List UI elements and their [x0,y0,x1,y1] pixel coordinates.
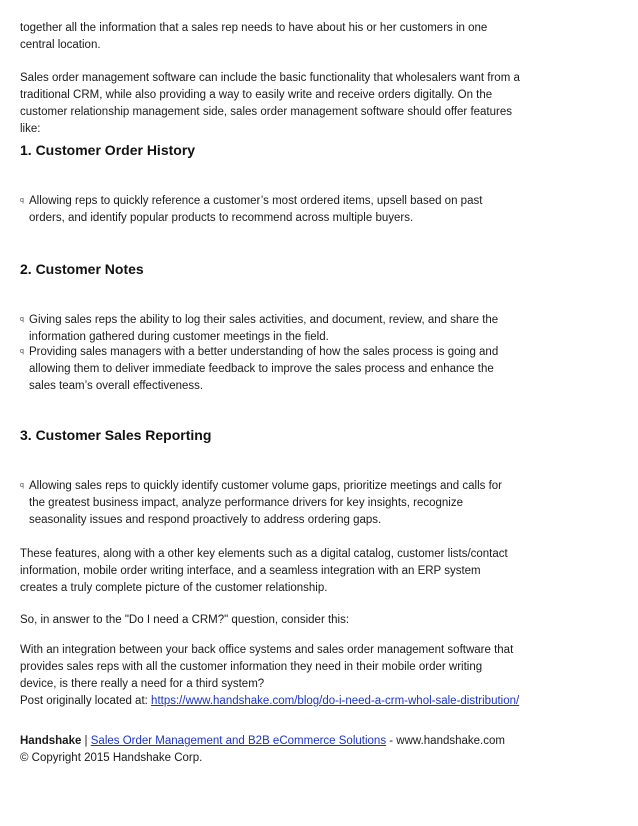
bullet-text: Giving sales reps the ability to log their sales activities, and document, review, and share the information gathered during customer meetings in the field. [29,314,499,343]
list-item [20,193,510,227]
body-paragraph-3-text: With an integration between your back office systems and sales order management software that provides sales reps with all the customer information they need in their mobile order writing device, is there really a need for a third system? [20,644,514,690]
section-heading-sales-reporting: 3. Customer Sales Reporting [20,427,212,443]
bullet-icon: q [20,316,24,323]
body-paragraph-1: These features, along with a other key elements such as a digital catalog, customer lists/contact information, mobile order writing interface, and a seamless integration with an ERP system creates a truly complete picture of the customer relationship. [20,548,508,594]
bullet-icon: q [20,482,24,489]
list-item [20,478,510,529]
body-paragraph-3 [20,642,520,710]
bullet-text: Allowing sales reps to quickly identify customer volume gaps, prioritize meetings and calls for the greatest business impact, analyze performance drivers for key insights, recognize seasonality issues and respond proactively to address ordering gaps. [29,480,502,526]
bullet-text: Providing sales managers with a better understanding of how the sales process is going and allowing them to deliver immediate feedback to improve the sales process and enhance the sales team’s overall effectiveness. [29,346,499,392]
footer-brand: Handshake [20,735,82,747]
bullet-icon: q [20,348,24,355]
footer-separator: | [81,735,91,747]
post-origin-label: Post originally located at: [20,695,152,707]
bullet-text: Allowing reps to quickly reference a customer’s most ordered items, upsell based on past orders, and identify popular products to recommend across multiple buyers. [29,195,483,224]
footer-solutions-link[interactable]: Sales Order Management and B2B eCommerce Solutions [90,735,387,747]
bullet-icon: q [20,197,24,204]
page-footer [20,733,520,767]
body-paragraph-2: So, in answer to the "Do I need a CRM?" question, consider this: [20,614,350,626]
post-origin-link[interactable]: https://www.handshake.com/blog/do-i-need-a-crm-whol-sale-distribution/ [151,695,520,707]
footer-site: - www.handshake.com [386,735,505,747]
section-heading-customer-notes: 2. Customer Notes [20,261,144,277]
list-item [20,344,510,395]
intro-paragraph-1: together all the information that a sales rep needs to have about his or her customers in one central location. [20,22,488,51]
list-item [20,312,510,346]
intro-paragraph-2: Sales order management software can include the basic functionality that wholesalers want from a traditional CRM, while also providing a way to easily write and receive orders digitally. On the customer relationship management side, sales order management software should offer features like: [20,72,520,135]
section-heading-order-history: 1. Customer Order History [20,142,196,158]
footer-copyright: © Copyright 2015 Handshake Corp. [20,752,203,764]
